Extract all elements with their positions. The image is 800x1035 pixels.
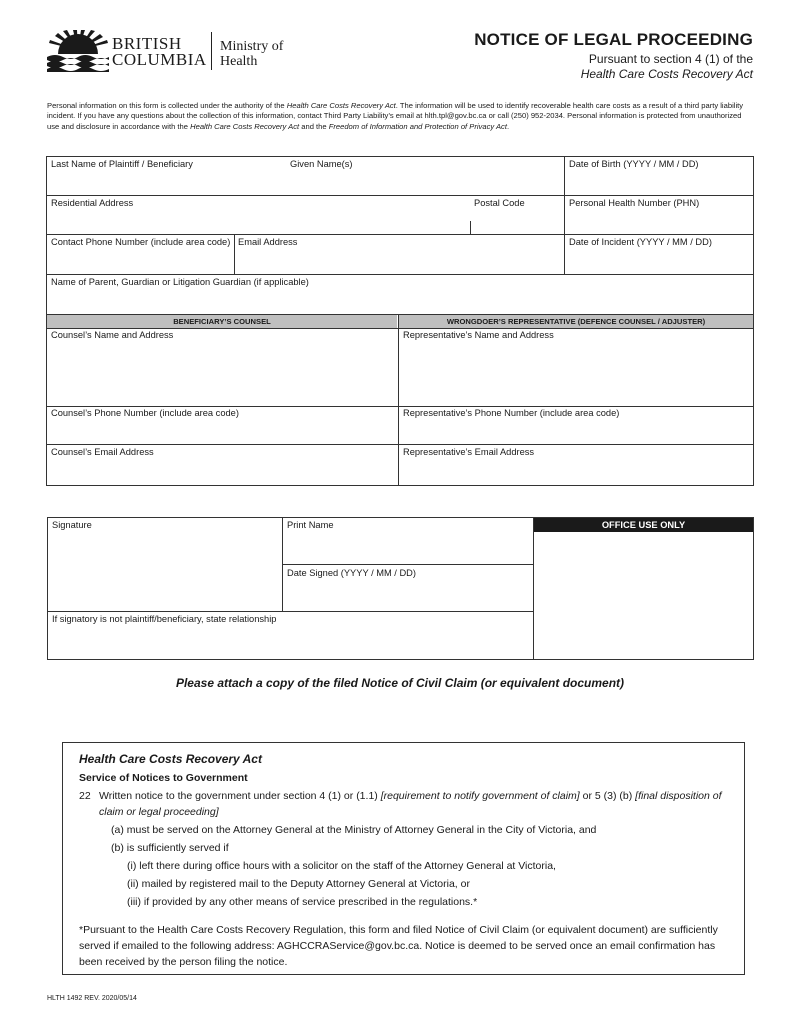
- logo-divider: [211, 32, 212, 70]
- representative-email-field[interactable]: Representative’s Email Address: [403, 447, 535, 457]
- form-title: NOTICE OF LEGAL PROCEEDING: [474, 30, 753, 49]
- clause-b: (b) is sufficiently served if: [111, 842, 229, 854]
- section-22: 22 Written notice to the government under section 4 (1) or (1.1) [requirement to notify government of claim] or 5 (3) (b) [final disposition of claim or legal proceeding]: [79, 790, 722, 818]
- privacy-notice: Personal information on this form is collected under the authority of the Health Care Costs Recovery Act. The information will be used to identify recoverable health care costs as a result of a third party liability incident. If you have any questions about the collection of this information, contact Third Party Liability’s email at hlth.tpl@gov.bc.ca or call (250) 952-2034. Personal information is protected from unauthorized use and disclosure in accordance with the Health Care Costs Recovery Act and the Freedom of Information and Protection of Privacy Act.: [47, 101, 744, 131]
- date-signed-field[interactable]: Date Signed (YYYY / MM / DD): [287, 568, 416, 578]
- dob-field[interactable]: Date of Birth (YYYY / MM / DD): [569, 159, 699, 169]
- attach-note: Please attach a copy of the filed Notice of Civil Claim (or equivalent document): [175, 676, 625, 690]
- wrongdoer-heading: WRONGDOER’S REPRESENTATIVE (DEFENCE COUNSEL / ADJUSTER): [399, 315, 753, 328]
- counsel-phone-field[interactable]: Counsel’s Phone Number (include area code): [51, 408, 239, 418]
- law-title: Health Care Costs Recovery Act: [79, 752, 262, 766]
- representative-phone-field[interactable]: Representative’s Phone Number (include area code): [403, 408, 620, 418]
- clause-iii: (iii) if provided by any other means of service prescribed in the regulations.*: [127, 896, 478, 908]
- phn-field[interactable]: Personal Health Number (PHN): [569, 198, 700, 208]
- counsel-email-field[interactable]: Counsel’s Email Address: [51, 447, 154, 457]
- law-subtitle: Service of Notices to Government: [79, 772, 248, 784]
- clause-i: (i) left there during office hours with a solicitor on the staff of the Attorney General at Victoria,: [127, 860, 556, 872]
- guardian-field[interactable]: Name of Parent, Guardian or Litigation Guardian (if applicable): [51, 277, 309, 287]
- bc-sun-logo-icon: [47, 30, 109, 72]
- representative-name-field[interactable]: Representative’s Name and Address: [403, 330, 554, 340]
- signature-field[interactable]: Signature: [52, 520, 92, 530]
- postal-code-field[interactable]: Postal Code: [474, 198, 525, 208]
- form-subtitle: Pursuant to section 4 (1) of the: [588, 52, 753, 66]
- regulation-note: *Pursuant to the Health Care Costs Recovery Regulation, this form and filed Notice of Civil Claim (or equivalent document) are sufficiently served if emailed to the following address: AGHCCRAService@gov.bc.ca. Notice is deemed to be served once an email confirmation has been received by the person filing the notice.: [79, 924, 718, 968]
- phone-field[interactable]: Contact Phone Number (include area code): [51, 237, 231, 247]
- print-name-field[interactable]: Print Name: [287, 520, 334, 530]
- office-use-heading: OFFICE USE ONLY: [534, 518, 753, 532]
- form-number: HLTH 1492 REV. 2020/05/14: [47, 995, 137, 1002]
- signature-form: [47, 517, 754, 660]
- clause-a: (a) must be served on the Attorney General at the Ministry of Attorney General in the City of Victoria, and: [111, 824, 597, 836]
- ministry-name: Ministry of Health: [220, 39, 284, 69]
- given-names-field[interactable]: Given Name(s): [290, 159, 353, 169]
- legislation-box: [62, 742, 745, 975]
- address-field[interactable]: Residential Address: [51, 198, 134, 208]
- email-field[interactable]: Email Address: [238, 237, 298, 247]
- counsel-heading: BENEFICIARY’S COUNSEL: [47, 315, 397, 328]
- clause-ii: (ii) mailed by registered mail to the Deputy Attorney General at Victoria, or: [127, 878, 470, 890]
- counsel-name-field[interactable]: Counsel’s Name and Address: [51, 330, 174, 340]
- form-header: [474, 30, 753, 81]
- last-name-field[interactable]: Last Name of Plaintiff / Beneficiary: [51, 159, 193, 169]
- logo-wordmark: BRITISH COLUMBIA: [112, 34, 207, 69]
- form-act: Health Care Costs Recovery Act: [580, 67, 753, 81]
- relationship-field[interactable]: If signatory is not plaintiff/beneficiary, state relationship: [52, 614, 277, 624]
- incident-date-field[interactable]: Date of Incident (YYYY / MM / DD): [569, 237, 712, 247]
